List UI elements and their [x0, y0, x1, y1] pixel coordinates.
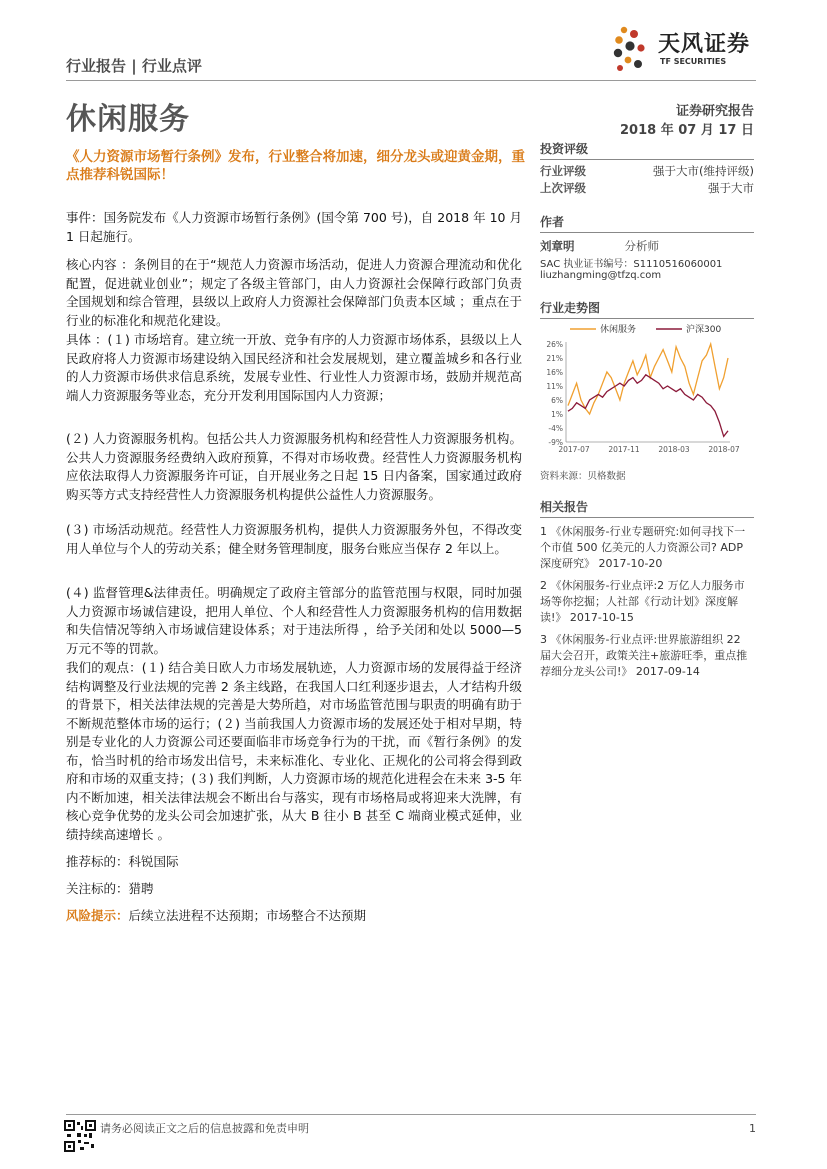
opinion-paragraph: 我们的观点：(１) 结合美日欧人力市场发展轨迹，人力资源市场的发展得益于经济结构调整及行业法规的完善 2 条主线路，在我国人口红利逐步退去，人才结构升级的背景下，相关法律法规的完善是大势所趋，对市场监管范围与职责的明确有助于不断规范整体市场的运行；(２) 当前我国人力资源市场的发展还处于相对早期，特别是专业化的人力资源公司还要面临非市场竞争行为的干扰，而《暂行条例》的发布，恰当时机的给市场发出信号，未来标准化、专业化、正规化的公司将会得到政府和市场的双重支持；(３) 我们判断，人力资源市场的规范化进程会在未来 3-5 年内不断加速，相关法律法规会不断出台与落实，现有市场格局或将迎来大洗牌，有核心竞争优势的龙头公司会加速扩张，从大 B 往小 B 甚至 C 端商业模式延伸，业绩持续高速增长 。 [66, 660, 522, 842]
author-role: 分析师 [624, 239, 659, 253]
body-paragraph: (４) 监督管理&法律责任。明确规定了政府主管部分的监管范围与权限，同时加强人力资源市场诚信建设，把用人单位、个人和经营性人力资源服务机构的信用数据和失信情况等纳入市场诚信建设体系；对于违法所得 ，给予关闭和处以 5000—5 万元不等的罚款。 [66, 585, 522, 656]
rating-key: 行业评级 [540, 164, 586, 178]
legend-label: 休闲服务 [600, 325, 637, 335]
logo-dot [617, 65, 623, 71]
trend-chart [540, 318, 754, 460]
y-tick-label: 16% [546, 368, 563, 377]
logo-dot [614, 49, 622, 57]
related-report-item[interactable]: 1 《休闲服务-行业专题研究:如何寻找下一个市值 500 亿美元的人力资源公司? ADP 深度研究》 2017-10-20 [540, 525, 746, 570]
rating-key: 上次评级 [540, 181, 586, 195]
x-tick-label: 2018-03 [658, 445, 690, 454]
logo-dot [621, 27, 627, 33]
risk-label: 风险提示： [66, 908, 129, 923]
watch-line: 关注标的：猎聘 [66, 881, 154, 896]
x-tick-label: 2018-07 [708, 445, 740, 454]
author-sac: SAC 执业证书编号：S1110516060001 [540, 259, 723, 270]
report-category: 行业报告 | 行业点评 [66, 57, 202, 75]
author-box [540, 213, 754, 281]
author-name: 刘章明 [540, 239, 575, 253]
rating-value: 强于大市(维持评级) [653, 164, 754, 178]
y-tick-label: 1% [551, 410, 563, 419]
recommend-line: 推荐标的：科锐国际 [66, 854, 179, 869]
rating-box [540, 140, 754, 197]
logo-dot [630, 30, 638, 38]
logo-name-en: TF SECURITIES [660, 57, 727, 66]
headline: 《人力资源市场暂行条例》发布，行业整合将加速，细分龙头或迎黄金期，重点推荐科锐国际！ [66, 149, 525, 183]
series-line [568, 344, 728, 414]
related-box [540, 498, 754, 680]
qr-code-icon [64, 1120, 96, 1152]
y-tick-label: 6% [551, 396, 563, 405]
series-line [568, 375, 728, 437]
rating-title: 投资评级 [540, 140, 754, 160]
footer-notice: 请务必阅读正文之后的信息披露和免责申明 [100, 1122, 309, 1135]
sector-title: 休闲服务 [66, 102, 190, 137]
x-tick-label: 2017-11 [608, 445, 640, 454]
rating-value: 强于大市 [708, 181, 754, 195]
legend-label: 沪深300 [686, 325, 722, 335]
page-number: 1 [749, 1122, 756, 1135]
logo-dot [615, 36, 623, 44]
report-type: 证券研究报告 [675, 104, 754, 119]
rating-row [540, 180, 754, 197]
author-email[interactable]: liuzhangming@tfzq.com [540, 270, 662, 281]
report-date: 2018 年 07 月 17 日 [620, 123, 754, 138]
author-title: 作者 [540, 213, 754, 233]
rating-row [540, 163, 754, 180]
trend-title: 行业走势图 [540, 299, 754, 319]
author-row [540, 238, 754, 254]
y-tick-label: 26% [546, 340, 563, 349]
body-paragraph: (２) 人力资源服务机构。包括公共人力资源服务机构和经营性人力资源服务机构。公共人力资源服务经费纳入政府预算，不得对市场收费。经营性人力资源服务机构应依法取得人力资源服务许可证，自开展业务之日起 15 日内备案，国家通过政府购买等方式支持经营性人力资源服务机构提供公益性人力资源服务。 [66, 431, 522, 502]
body-paragraph: 核心内容 ：条例目的在于“规范人力资源市场活动，促进人力资源合理流动和优化配置，促进就业创业”；规定了各级主管部门，由人力资源社会保障行政部门负责全国规划和综合管理，县级以上政府人力资源社会保障部门负责本区域 ；重点在于行业的标准化和规范化建设。 [66, 257, 522, 328]
header-divider [66, 80, 756, 81]
logo-dot [637, 44, 644, 51]
x-tick-label: 2017-07 [558, 445, 590, 454]
logo-name-cn: 天风证券 [658, 32, 751, 57]
y-tick-label: -9% [548, 438, 563, 447]
logo-dot [625, 57, 632, 64]
related-title: 相关报告 [540, 498, 754, 518]
related-report-item[interactable]: 3 《休闲服务-行业点评:世界旅游组织 22 届大会召开，政策关注+旅游旺季，重点推荐细分龙头公司!》 2017-09-14 [540, 633, 748, 678]
chart-source: 资料来源：贝格数据 [540, 471, 626, 482]
body-paragraph: (３) 市场活动规范。经营性人力资源服务机构，提供人力资源服务外包，不得改变用人单位与个人的劳动关系；健全财务管理制度，服务台账应当保存 2 年以上。 [66, 522, 522, 556]
y-tick-label: 21% [546, 354, 563, 363]
body-paragraph: 事件：国务院发布《人力资源市场暂行条例》(国令第 700 号)，自 2018 年 10 月 1 日起施行。 [66, 210, 522, 244]
body-paragraph: 具体 ：(１) 市场培育。建立统一开放、竞争有序的人力资源市场体系，县级以上人民政府将人力资源市场建设纳入国民经济和社会发展规划，建立覆盖城乡和各行业的人力资源市场供求信息系统，发展专业性、行业性人力资源市场，鼓励并规范高端人力资源服务等业态，充分开发利用国际国内人力资源； [66, 332, 522, 403]
y-tick-label: -4% [548, 424, 563, 433]
risk-text: 后续立法进程不达预期；市场整合不达预期 [128, 908, 367, 923]
related-report-item[interactable]: 2 《休闲服务-行业点评:2 万亿人力服务市场等你挖掘；人社部《行动计划》深度解读!》 2017-10-15 [540, 579, 745, 624]
risk-line [66, 907, 522, 926]
trend-box [540, 299, 754, 319]
footer-divider [66, 1114, 756, 1115]
logo-dot [625, 41, 634, 50]
logo-dot [634, 60, 642, 68]
y-tick-label: 11% [546, 382, 563, 391]
